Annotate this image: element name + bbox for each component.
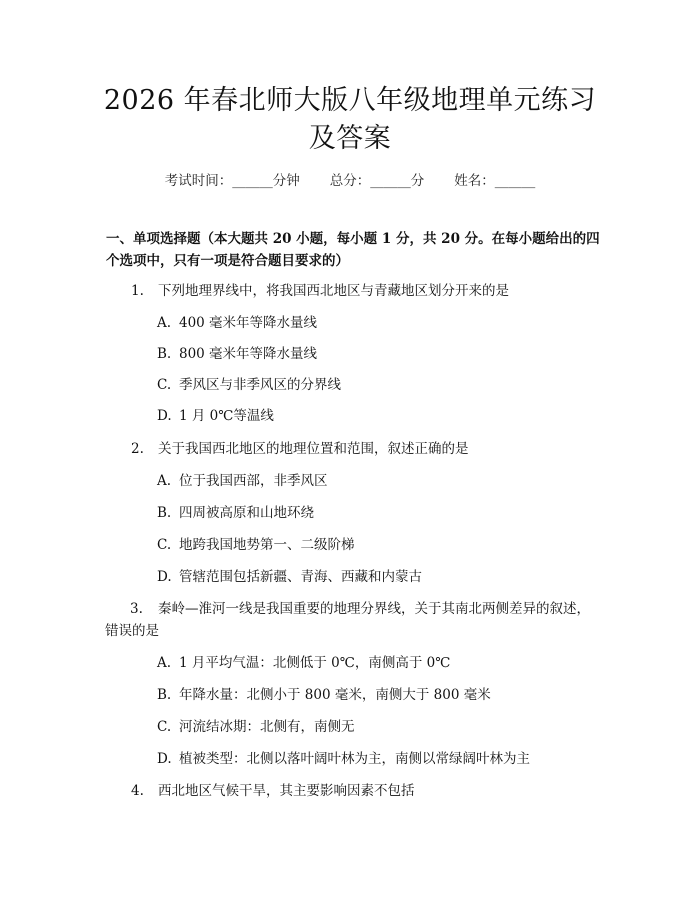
exam-info-line — [0, 169, 700, 189]
section-heading: 一、单项选择题（本大题共 20 小题，每小题 1 分，共 20 分。在每小题给出的四个选项中，只有一项是符合题目要求的） — [106, 231, 600, 269]
question-stem — [105, 598, 595, 642]
option-2a — [157, 470, 328, 492]
option-1b — [157, 343, 317, 365]
question-number: 1. — [131, 283, 144, 299]
option-2c — [157, 534, 355, 556]
option-letter: C. — [157, 537, 172, 553]
question-number: 4. — [131, 783, 144, 799]
option-2b — [157, 502, 314, 524]
option-3b — [157, 684, 491, 706]
name-label: 姓名： — [454, 173, 495, 189]
option-text: 800 毫米年等降水量线 — [179, 346, 318, 362]
score-blank: ______ — [370, 173, 411, 189]
question-number: 3. — [130, 601, 143, 617]
option-text: 1 月 0℃等温线 — [179, 408, 274, 424]
option-text: 400 毫米年等降水量线 — [179, 315, 318, 331]
question-3 — [105, 598, 595, 642]
option-letter: A. — [157, 655, 172, 671]
score-label: 总分： — [329, 173, 371, 189]
option-3c — [157, 716, 355, 738]
option-3a — [157, 652, 450, 674]
question-4 — [131, 780, 611, 802]
option-2d — [157, 566, 422, 588]
option-text: 河流结冰期：北侧有，南侧无 — [179, 719, 355, 735]
question-2 — [131, 438, 611, 460]
name-blank: ______ — [494, 173, 536, 189]
time-label: 考试时间： — [164, 173, 233, 189]
option-letter: A. — [157, 473, 172, 489]
score-unit: 分 — [410, 173, 425, 189]
option-letter: B. — [157, 505, 172, 521]
option-text: 年降水量：北侧小于 800 毫米，南侧大于 800 毫米 — [179, 687, 491, 703]
option-1a — [157, 312, 317, 334]
option-text: 地跨我国地势第一、二级阶梯 — [179, 537, 355, 553]
option-letter: A. — [157, 315, 172, 331]
option-1c — [157, 374, 341, 396]
option-letter: D. — [157, 408, 172, 424]
option-text: 管辖范围包括新疆、青海、西藏和内蒙古 — [179, 569, 422, 585]
time-unit: 分钟 — [272, 173, 300, 189]
option-text: 季风区与非季风区的分界线 — [179, 377, 341, 393]
option-1d — [157, 405, 274, 427]
time-blank: ______ — [232, 173, 273, 189]
option-letter: B. — [157, 346, 172, 362]
question-stem-text: 秦岭—淮河一线是我国重要的地理分界线，关于其南北两侧差异的叙述，错误的是 — [105, 601, 590, 639]
question-stem: 关于我国西北地区的地理位置和范围，叙述正确的是 — [158, 441, 469, 457]
option-text: 植被类型：北侧以落叶阔叶林为主，南侧以常绿阔叶林为主 — [179, 751, 530, 767]
question-stem: 西北地区气候干旱，其主要影响因素不包括 — [158, 783, 415, 799]
option-text: 位于我国西部，非季风区 — [179, 473, 328, 489]
question-stem: 下列地理界线中，将我国西北地区与青藏地区划分开来的是 — [158, 283, 509, 299]
option-text: 四周被高原和山地环绕 — [179, 505, 314, 521]
option-3d — [157, 748, 530, 770]
option-letter: C. — [157, 377, 172, 393]
page-title: 2026 年春北师大版八年级地理单元练习及答案 — [103, 85, 597, 154]
question-1 — [131, 280, 611, 302]
question-number: 2. — [131, 441, 144, 457]
option-letter: C. — [157, 719, 172, 735]
option-letter: D. — [157, 751, 172, 767]
option-letter: B. — [157, 687, 172, 703]
option-letter: D. — [157, 569, 172, 585]
option-text: 1 月平均气温：北侧低于 0℃，南侧高于 0℃ — [179, 655, 451, 671]
